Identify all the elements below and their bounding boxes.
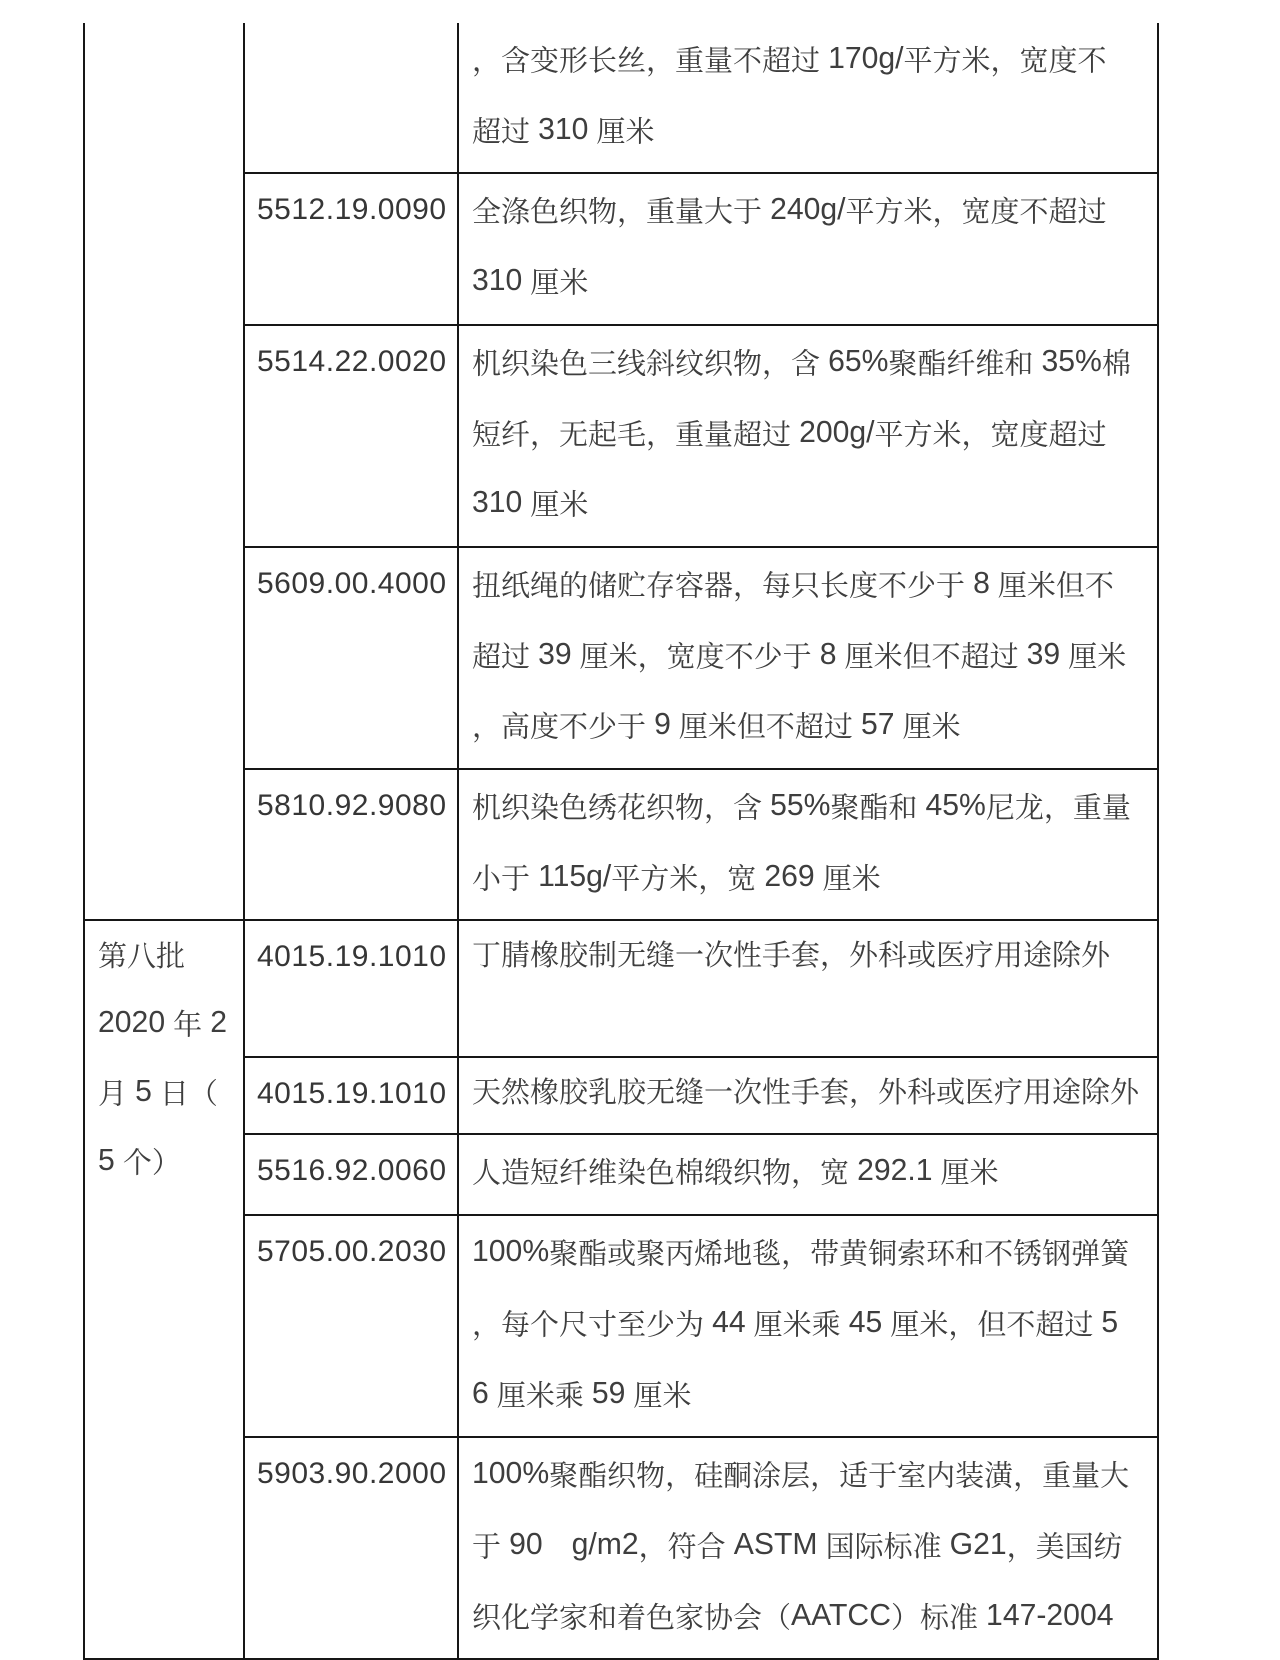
hs-code-cell: 5514.22.0020 xyxy=(244,325,458,547)
hs-code-cell: 4015.19.1010 xyxy=(244,920,458,1057)
description-cell: 100%聚酯或聚丙烯地毯，带黄铜索环和不锈钢弹簧 ，每个尺寸至少为 44 厘米乘 45 厘米，但不超过 5 6 厘米乘 59 厘米 xyxy=(458,1215,1158,1437)
table-row xyxy=(84,1215,1158,1437)
description-cell: 机织染色三线斜纹织物，含 65%聚酯纤维和 35%棉 短纤，无起毛，重量超过 200g/平方米，宽度超过 310 厘米 xyxy=(458,325,1158,547)
hs-code-cell xyxy=(244,23,458,173)
description-cell: 扭纸绳的储贮存容器，每只长度不少于 8 厘米但不 超过 39 厘米，宽度不少于 8 厘米但不超过 39 厘米 ，高度不少于 9 厘米但不超过 57 厘米 xyxy=(458,547,1158,769)
tariff-exclusion-table xyxy=(83,23,1159,1660)
tariff-exclusion-table-container xyxy=(83,23,1159,1660)
description-cell: 丁腈橡胶制无缝一次性手套，外科或医疗用途除外 xyxy=(458,920,1158,1057)
table-row xyxy=(84,769,1158,920)
table-row xyxy=(84,547,1158,769)
table-row xyxy=(84,1134,1158,1215)
description-cell: 天然橡胶乳胶无缝一次性手套，外科或医疗用途除外 xyxy=(458,1057,1158,1134)
table-row xyxy=(84,173,1158,324)
table-row xyxy=(84,1437,1158,1659)
hs-code-cell: 4015.19.1010 xyxy=(244,1057,458,1134)
description-cell: 人造短纤维染色棉缎织物，宽 292.1 厘米 xyxy=(458,1134,1158,1215)
table-row xyxy=(84,23,1158,173)
table-row xyxy=(84,920,1158,1057)
hs-code-cell: 5516.92.0060 xyxy=(244,1134,458,1215)
hs-code-cell: 5810.92.9080 xyxy=(244,769,458,920)
table-row xyxy=(84,1057,1158,1134)
description-cell: 机织染色绣花织物，含 55%聚酯和 45%尼龙，重量 小于 115g/平方米，宽 269 厘米 xyxy=(458,769,1158,920)
hs-code-cell: 5609.00.4000 xyxy=(244,547,458,769)
batch-cell-previous xyxy=(84,23,244,920)
description-cell: ，含变形长丝，重量不超过 170g/平方米，宽度不 超过 310 厘米 xyxy=(458,23,1158,173)
description-cell: 全涤色织物，重量大于 240g/平方米，宽度不超过 310 厘米 xyxy=(458,173,1158,324)
batch-cell-batch8: 第八批 2020 年 2 月 5 日（ 5 个） xyxy=(84,920,244,1659)
hs-code-cell: 5512.19.0090 xyxy=(244,173,458,324)
description-cell: 100%聚酯织物，硅酮涂层，适于室内装潢，重量大 于 90 g/m2，符合 ASTM 国际标准 G21，美国纺 织化学家和着色家协会（AATCC）标准 147-2004 xyxy=(458,1437,1158,1659)
hs-code-cell: 5903.90.2000 xyxy=(244,1437,458,1659)
hs-code-cell: 5705.00.2030 xyxy=(244,1215,458,1437)
table-row xyxy=(84,325,1158,547)
